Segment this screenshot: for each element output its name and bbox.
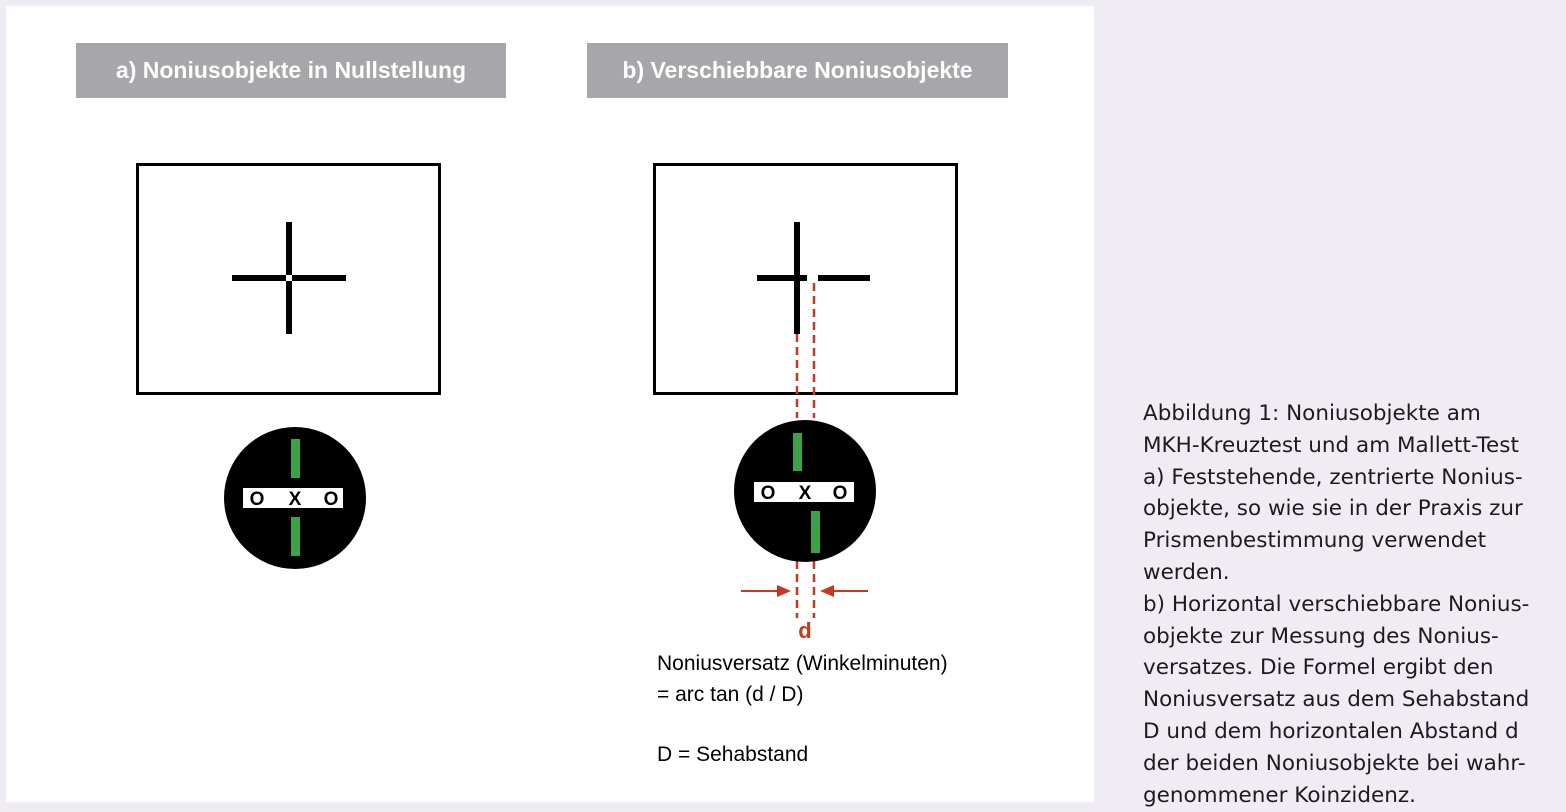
panel-a-label: a) Noniusobjekte in Nullstellung xyxy=(76,43,506,98)
fixation-gap-a xyxy=(286,275,292,281)
distance-definition: D = Sehabstand xyxy=(657,743,809,766)
caption-line: versatzes. Die Formel ergibt den xyxy=(1143,655,1494,681)
oxo-letter-b-1: O xyxy=(760,483,776,504)
caption-line: der beiden Noniusobjekte bei wahr- xyxy=(1143,750,1526,776)
arrow-right-head xyxy=(820,585,834,597)
caption-line: objekte zur Messung des Nonius- xyxy=(1143,623,1499,649)
oxo-letter-b-2: X xyxy=(798,483,812,504)
panel-a-mallett-test xyxy=(224,427,366,569)
panel-a-cross-test xyxy=(138,165,440,394)
green-nonius-bottom-b xyxy=(811,511,820,553)
horizontal-bar-right-b xyxy=(818,275,870,281)
figure-panel xyxy=(6,6,1094,802)
caption-line: b) Horizontal verschiebbare Nonius- xyxy=(1143,591,1530,617)
dimension-arrows xyxy=(741,585,868,597)
oxo-letter-a-1: O xyxy=(249,489,265,510)
caption-line: MKH-Kreuztest und am Mallett-Test xyxy=(1143,432,1519,458)
panel-b-mallett-test xyxy=(734,420,876,562)
formula-line-1: Noniusversatz (Winkelminuten) xyxy=(657,652,948,675)
arrow-left-head xyxy=(777,585,791,597)
figure-drawing xyxy=(6,6,1094,802)
oxo-letter-a-3: O xyxy=(323,489,339,510)
horizontal-bar-left-b xyxy=(757,275,807,281)
green-nonius-top-b xyxy=(793,433,802,471)
caption-line: werden. xyxy=(1143,559,1230,585)
caption-line: Prismenbestimmung verwendet xyxy=(1143,528,1487,554)
oxo-letter-a-2: X xyxy=(288,489,302,510)
caption-line: a) Feststehende, zentrierte Nonius- xyxy=(1143,464,1523,490)
mallett-text-full xyxy=(0,0,1,1)
green-nonius-bottom-a xyxy=(291,517,300,556)
figure-caption xyxy=(1143,398,1563,811)
green-nonius-top-a xyxy=(291,439,300,478)
caption-line: Abbildung 1: Noniusobjekte am xyxy=(1143,401,1481,426)
formula-line-2: = arc tan (d / D) xyxy=(657,683,804,706)
caption-line: objekte, so wie sie in der Praxis zur xyxy=(1143,496,1523,522)
panel-b-label: b) Verschiebbare Noniusobjekte xyxy=(587,43,1008,98)
oxo-letter-b-3: O xyxy=(832,483,848,504)
distance-d-label: d xyxy=(798,618,812,643)
caption-line: genommener Koinzidenz. xyxy=(1143,782,1416,808)
caption-line: D und dem horizontalen Abstand d xyxy=(1143,718,1519,744)
panel-b-cross-test xyxy=(655,165,957,394)
caption-line: Noniusversatz aus dem Sehabstand xyxy=(1143,687,1530,713)
